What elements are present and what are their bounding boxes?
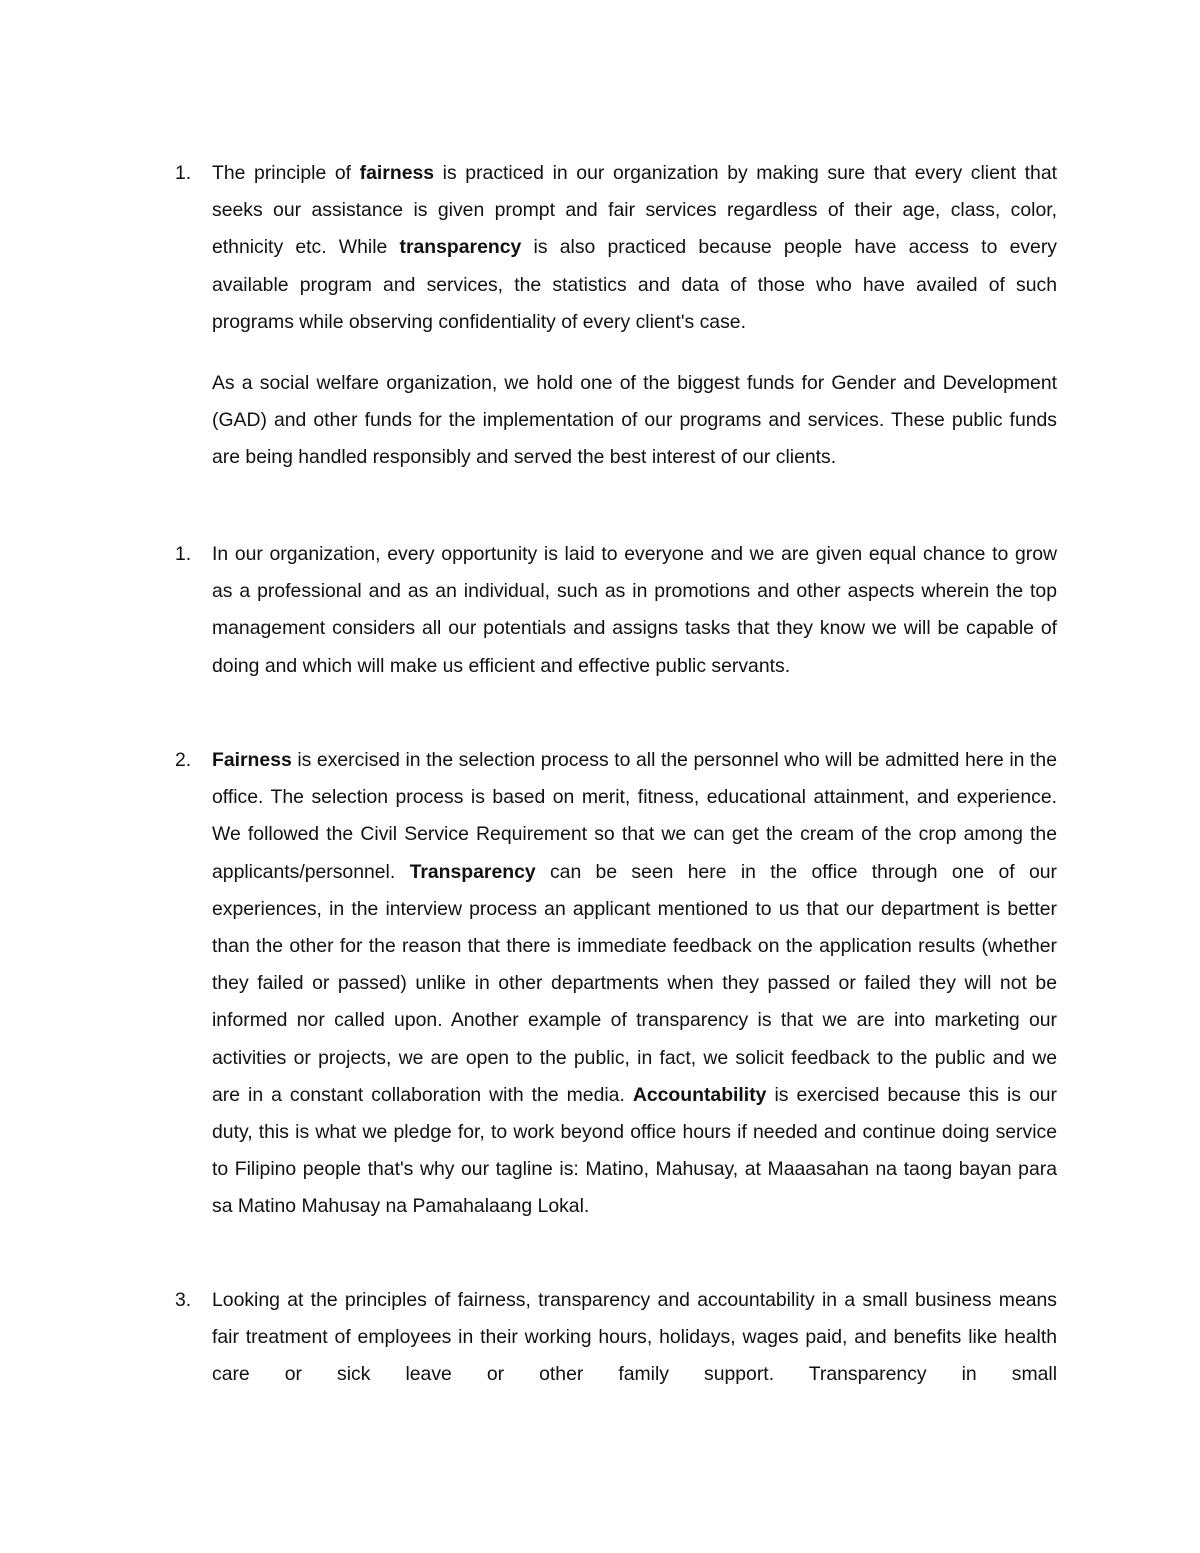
paragraph: As a social welfare organization, we hold one of the biggest funds for Gender and Development (GAD) and other funds for the implementation of our programs and services. These public funds are being handled responsibly and served the best interest of our clients.	[212, 372, 1057, 469]
list-number: 2.	[175, 749, 192, 771]
paragraph: Fairness is exercised in the selection process to all the personnel who will be admitted here in the office. The selection process is based on merit, fitness, educational attainment, and experience. We followed the Civil Service Requirement so that we can get the cream of the crop among the applicants/personnel. Transparency can be seen here in the office through one of our experiences, in the interview process an applicant mentioned to us that our department is better than the other for the reason that there is immediate feedback on the application results (whether they failed or passed) unlike in other departments when they passed or failed they will not be informed nor called upon. Another example of transparency is that we are into marketing our activities or projects, we are open to the public, in fact, we solicit feedback to the public and we are in a constant collaboration with the media. Accountability is exercised because this is our duty, this is what we pledge for, to work beyond office hours if needed and continue doing service to Filipino people that's why our tagline is: Matino, Mahusay, at Maaasahan na taong bayan para sa Matino Mahusay na Pamahalaang Lokal.	[212, 749, 1057, 1218]
bold-term: Accountability	[632, 1083, 767, 1106]
bold-term: transparency	[399, 236, 522, 259]
list-number: 1.	[175, 162, 192, 184]
bold-term: Transparency	[409, 860, 536, 883]
paragraph: Looking at the principles of fairness, transparency and accountability in a small business means fair treatment of employees in their working hours, holidays, wages paid, and benefits like health care or sick leave or other family support. Transparency in small	[212, 1289, 1057, 1386]
list-number: 3.	[175, 1289, 192, 1311]
paragraph: In our organization, every opportunity is laid to everyone and we are given equal chance to grow as a professional and as an individual, such as in promotions and other aspects wherein the top management considers all our potentials and assigns tasks that they know we will be capable of doing and which will make us efficient and effective public servants.	[212, 543, 1057, 677]
bold-term: fairness	[359, 162, 435, 184]
bold-term: Fairness	[212, 749, 292, 771]
paragraph: The principle of fairness is practiced in our organization by making sure that every client that seeks our assistance is given prompt and fair services regardless of their age, class, color, ethnicity etc. While transparency is also practiced because people have access to every available program and services, the statistics and data of those who have availed of such programs while observing confidentiality of every client's case.	[212, 162, 1058, 333]
list-number: 1.	[175, 543, 192, 565]
